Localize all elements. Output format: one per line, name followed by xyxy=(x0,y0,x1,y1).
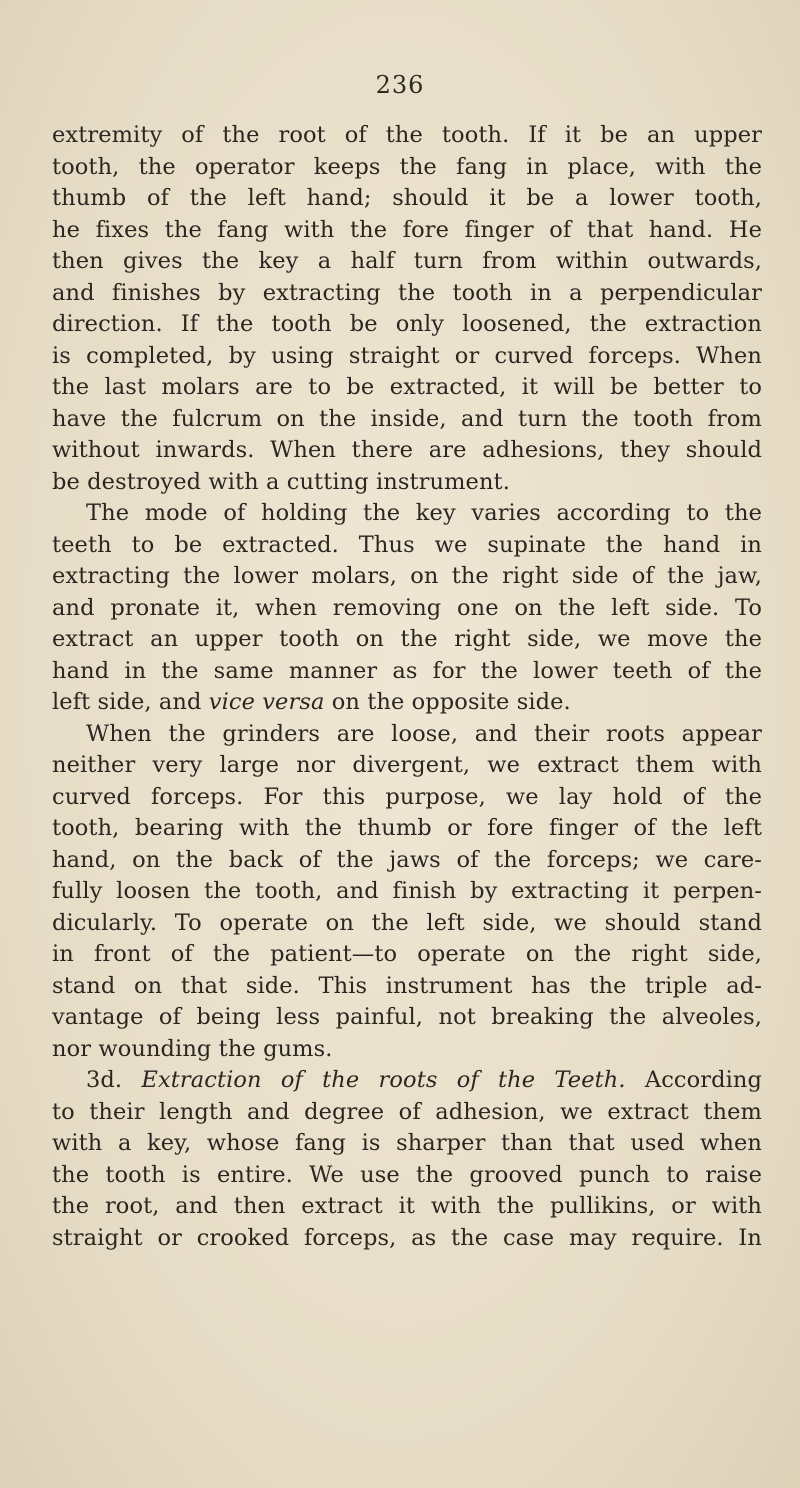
text-line: then gives the key a half turn from within outwards, xyxy=(52,248,762,274)
text-segment: on the opposite side. xyxy=(324,689,571,715)
text-line: vantage of being less painful, not breaking the alveoles, xyxy=(52,1004,762,1030)
text-line: have the fulcrum on the inside, and turn the tooth from xyxy=(52,405,762,432)
text-line: nor wounding the gums. xyxy=(52,1035,333,1062)
text-segment: According xyxy=(625,1067,762,1093)
page-number: 236 xyxy=(375,71,425,99)
section-title: Extraction of the roots of the Teeth. xyxy=(141,1067,626,1093)
text-line: extracting the lower molars, on the right side of the jaw, xyxy=(52,563,762,589)
text-line: extract an upper tooth on the right side, we move the xyxy=(52,626,762,652)
text-line: to their length and degree of adhesion, we extract them xyxy=(52,1098,762,1125)
body-text xyxy=(52,120,762,1254)
text-line: dicularly. To operate on the left side, we should stand xyxy=(52,909,762,936)
text-line: tooth, the operator keeps the fang in place, with the xyxy=(52,153,762,180)
text-line: tooth, bearing with the thumb or fore finger of the left xyxy=(52,815,762,841)
text-line: extremity of the root of the tooth. If it be an upper xyxy=(52,122,762,148)
text-line: hand in the same manner as for the lower teeth of the xyxy=(52,657,762,684)
text-line: thumb of the left hand; should it be a lower tooth, xyxy=(52,185,762,211)
text-line: curved forceps. For this purpose, we lay hold of the xyxy=(52,783,762,810)
text-line: hand, on the back of the jaws of the forceps; we care- xyxy=(52,846,762,873)
text-line: is completed, by using straight or curved forceps. When xyxy=(52,342,762,369)
text-line: the tooth is entire. We use the grooved punch to raise xyxy=(52,1161,762,1188)
section-heading-line xyxy=(52,1065,762,1097)
text-line: be destroyed with a cutting instrument. xyxy=(52,468,510,495)
text-segment: left side, and xyxy=(52,689,209,715)
italic-phrase: vice versa xyxy=(208,689,325,715)
text-line: stand on that side. This instrument has the triple ad- xyxy=(52,972,762,999)
text-line: straight or crooked forceps, as the case may require. In xyxy=(52,1224,762,1251)
text-line: with a key, whose fang is sharper than that used when xyxy=(52,1130,762,1156)
text-line: the root, and then extract it with the pullikins, or with xyxy=(52,1193,762,1219)
paragraph-start-line: The mode of holding the key varies according to the xyxy=(86,500,762,526)
text-line: neither very large nor divergent, we extract them with xyxy=(52,752,762,778)
text-line: without inwards. When there are adhesions, they should xyxy=(52,437,762,463)
text-line: he fixes the fang with the fore finger of that hand. He xyxy=(52,216,762,243)
text-line: fully loosen the tooth, and finish by extracting it perpen- xyxy=(52,878,762,904)
paragraph-start-line: When the grinders are loose, and their roots appear xyxy=(86,720,762,747)
text-line: teeth to be extracted. Thus we supinate the hand in xyxy=(52,531,762,558)
text-line: direction. If the tooth be only loosened, the extraction xyxy=(52,311,762,337)
section-number: 3d. xyxy=(86,1067,142,1093)
text-line-with-italic xyxy=(52,687,762,719)
text-line: and pronate it, when removing one on the left side. To xyxy=(52,594,762,621)
text-line: and finishes by extracting the tooth in a perpendicular xyxy=(52,279,762,306)
text-line: in front of the patient—to operate on the right side, xyxy=(52,941,762,967)
text-line: the last molars are to be extracted, it will be better to xyxy=(52,374,762,400)
